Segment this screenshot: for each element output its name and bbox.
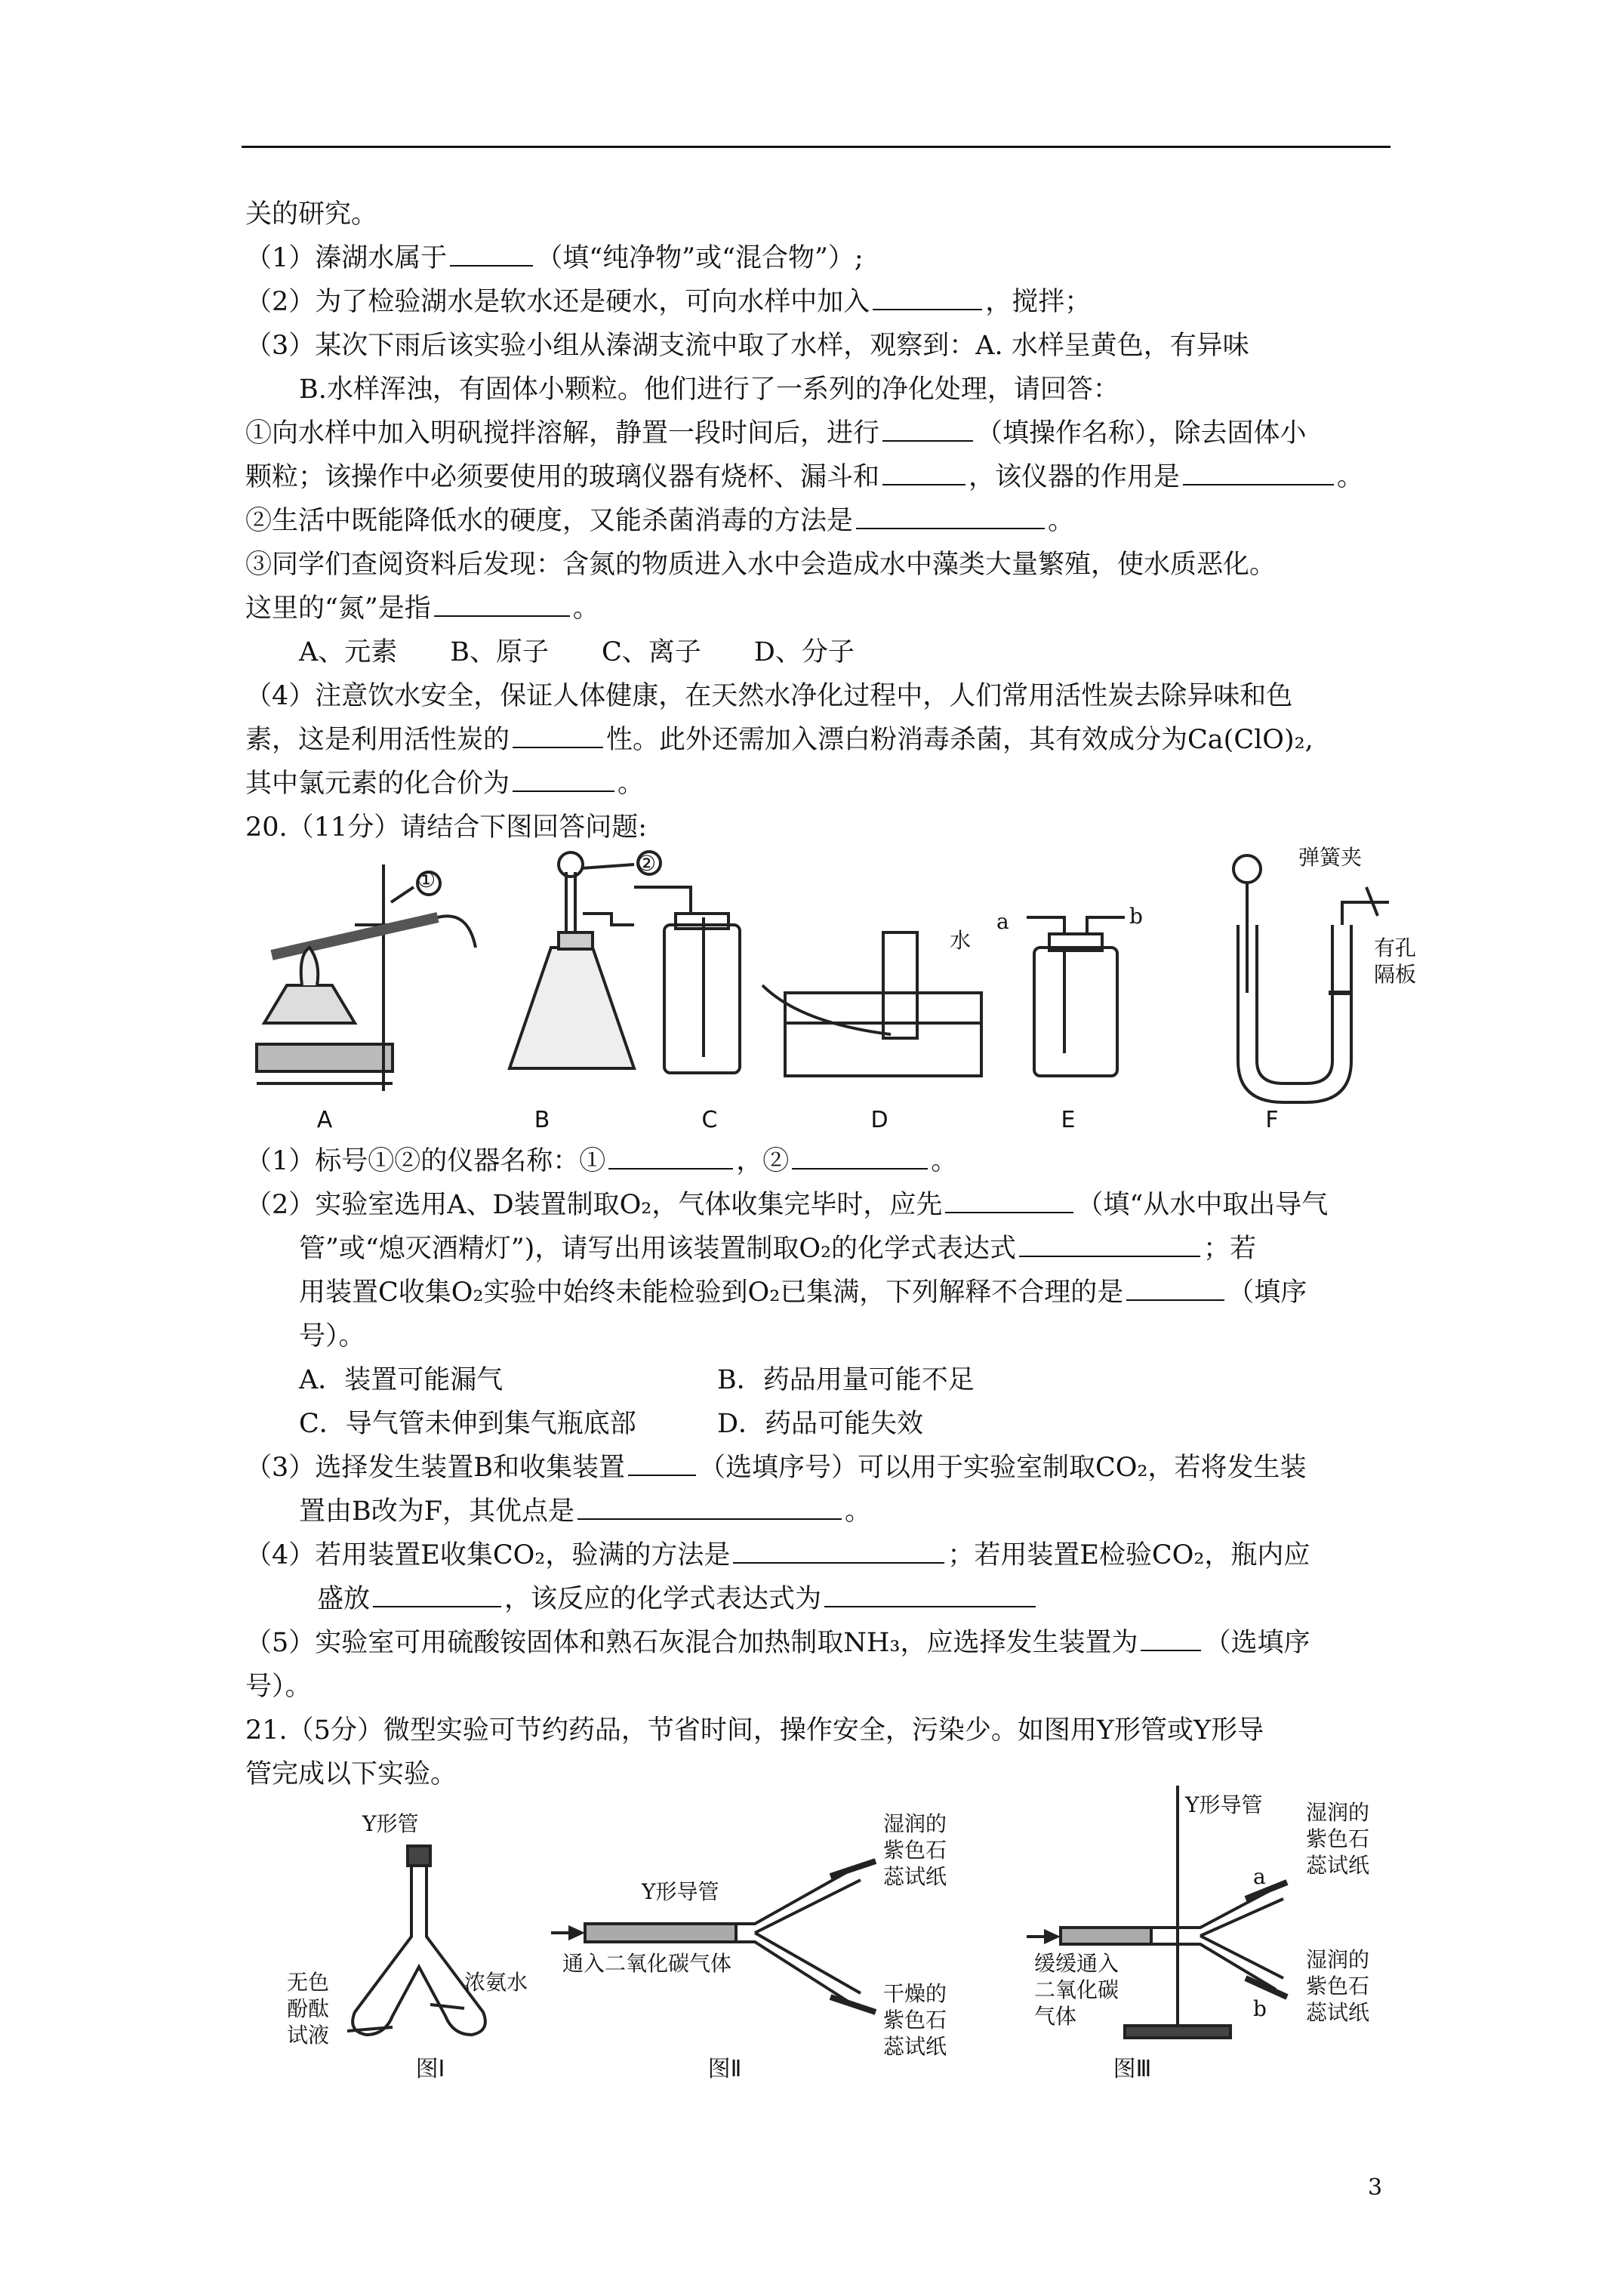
fig3-title: Y形导管 bbox=[1185, 1792, 1263, 1817]
question-20-5: （5）实验室可用硫酸铵固体和熟石灰混合加热制取NH₃，应选择发生装置为 （选填序 bbox=[245, 1628, 1310, 1658]
text-line: B.水样浑浊，有固体小颗粒。他们进行了一系列的净化处理，请回答： bbox=[299, 374, 1119, 405]
figure-caption-3: 图Ⅲ bbox=[1113, 2056, 1152, 2082]
text-line: 其中氯元素的化合价为 。 bbox=[245, 769, 645, 799]
fig3-wet-2: 紫色石 bbox=[1306, 1826, 1370, 1851]
fig2-title: Y形导管 bbox=[642, 1879, 719, 1904]
answer-blank[interactable] bbox=[1126, 1277, 1224, 1301]
text-line: 号）。 bbox=[245, 1672, 312, 1702]
caption-d: D bbox=[870, 1107, 888, 1133]
ammonia-label: 浓氨水 bbox=[464, 1970, 528, 1995]
question-19-3: （3）某次下雨后该实验小组从溱湖支流中取了水样，观察到：A. 水样呈黄色，有异味 bbox=[245, 331, 1249, 361]
caption-e: E bbox=[1061, 1107, 1076, 1133]
question-20-title: 20.（11分）请结合下图回答问题: bbox=[245, 812, 647, 843]
phenol-label-2: 酚酞 bbox=[287, 1996, 330, 2021]
text-line: ①向水样中加入明矾搅拌溶解，静置一段时间后，进行 （填操作名称），除去固体小 bbox=[245, 418, 1307, 448]
text-line: 关的研究。 bbox=[245, 199, 378, 230]
header-rule bbox=[242, 146, 1390, 148]
answer-blank[interactable] bbox=[628, 1452, 696, 1476]
answer-blank[interactable] bbox=[856, 505, 1045, 529]
answer-blank[interactable] bbox=[608, 1145, 733, 1170]
answer-blank[interactable] bbox=[945, 1189, 1073, 1213]
answer-blank[interactable] bbox=[450, 242, 533, 267]
label-water: 水 bbox=[950, 928, 972, 953]
fig2-wet-1: 湿润的 bbox=[883, 1811, 947, 1836]
text-line: 素，这是利用活性炭的 性。此外还需加入漂白粉消毒杀菌，其有效成分为Ca(ClO)₂, bbox=[245, 725, 1313, 755]
stand-base bbox=[257, 1044, 393, 1071]
fig3-label-b: b bbox=[1253, 1996, 1267, 2021]
answer-blank[interactable] bbox=[513, 768, 614, 792]
caption-c: C bbox=[701, 1107, 718, 1133]
answer-blank[interactable] bbox=[577, 1496, 842, 1520]
answer-blank[interactable] bbox=[882, 418, 973, 442]
label-b: b bbox=[1129, 904, 1143, 929]
fig3-inlet-1: 缓缓通入 bbox=[1034, 1951, 1119, 1976]
caption-a: A bbox=[316, 1107, 333, 1133]
text-line: 用装置C收集O₂实验中始终未能检验到O₂已集满，下列解释不合理的是 （填序 bbox=[299, 1277, 1307, 1308]
fig2-wet-3: 蕊试纸 bbox=[883, 1864, 947, 1889]
text-line: 管完成以下实验。 bbox=[245, 1759, 457, 1789]
fig3-wetb-1: 湿润的 bbox=[1306, 1947, 1370, 1972]
choice-a: A．装置可能漏气 bbox=[299, 1365, 504, 1395]
text-line: 盛放 ，该反应的化学式表达式为 bbox=[317, 1583, 1039, 1616]
fig3-wetb-2: 紫色石 bbox=[1306, 1974, 1370, 1999]
answer-blank[interactable] bbox=[873, 286, 982, 310]
fig2-wet-2: 紫色石 bbox=[883, 1838, 947, 1863]
label-1: ① bbox=[417, 868, 436, 892]
fig3-wet-3: 蕊试纸 bbox=[1306, 1853, 1370, 1878]
answer-blank[interactable] bbox=[1019, 1233, 1200, 1257]
caption-f: F bbox=[1265, 1107, 1279, 1133]
fig3-wetb-3: 蕊试纸 bbox=[1306, 2000, 1370, 2025]
question-19-1: （1）溱湖水属于 （填“纯净物”或“混合物”）; bbox=[245, 243, 864, 273]
label-a: a bbox=[996, 909, 1009, 934]
question-20-3: （3）选择发生装置B和收集装置 （选填序号）可以用于实验室制取CO₂，若将发生装 bbox=[245, 1453, 1307, 1483]
answer-blank[interactable] bbox=[882, 461, 965, 485]
y-tube-figure bbox=[272, 1786, 1389, 2088]
answer-blank[interactable] bbox=[1141, 1627, 1201, 1651]
choice-c: C．导气管未伸到集气瓶底部 bbox=[299, 1409, 636, 1439]
fig2-inlet-label: 通入二氧化碳气体 bbox=[562, 1951, 732, 1976]
label-2: ② bbox=[637, 851, 657, 876]
question-21-title: 21.（5分）微型实验可节约药品，节省时间，操作安全，污染少。如图用Y形管或Y形导 bbox=[245, 1715, 1264, 1746]
figure-caption-1: 图Ⅰ bbox=[415, 2056, 445, 2082]
label-clip: 弹簧夹 bbox=[1298, 845, 1363, 870]
text-line: 这里的“氮”是指 。 bbox=[245, 593, 599, 624]
fig1-title: Y形管 bbox=[362, 1811, 419, 1836]
fig2-dry-3: 蕊试纸 bbox=[883, 2034, 947, 2059]
fig3-inlet-3: 气体 bbox=[1034, 2004, 1077, 2029]
label-plate-2: 隔板 bbox=[1374, 962, 1417, 987]
choice-line: A、元素 B、原子 C、离子 D、分子 bbox=[299, 637, 855, 667]
question-20-1: （1）标号①②的仪器名称：① ，② 。 bbox=[245, 1146, 958, 1176]
phenol-label-1: 无色 bbox=[287, 1970, 330, 1995]
apparatus-figure bbox=[242, 842, 1419, 1136]
answer-blank[interactable] bbox=[513, 724, 603, 748]
caption-b: B bbox=[534, 1107, 550, 1133]
text-line: 管”或“熄灭酒精灯”)，请写出用该装置制取O₂的化学式表达式 ；若 bbox=[299, 1234, 1257, 1264]
text-line: 号）。 bbox=[299, 1321, 365, 1351]
text-line: ③同学们查阅资料后发现：含氮的物质进入水中会造成水中藻类大量繁殖，使水质恶化。 bbox=[245, 550, 1277, 580]
fig2-dry-1: 干燥的 bbox=[883, 1981, 947, 2006]
page-number: 3 bbox=[1368, 2174, 1383, 2201]
figure-caption-2: 图Ⅱ bbox=[707, 2056, 742, 2082]
choice-d: D．药品可能失效 bbox=[717, 1409, 924, 1439]
fig3-wet-1: 湿润的 bbox=[1306, 1800, 1370, 1825]
fig3-inlet-2: 二氧化碳 bbox=[1034, 1977, 1119, 2002]
answer-blank[interactable] bbox=[824, 1583, 1036, 1607]
choice-b: B．药品用量可能不足 bbox=[717, 1365, 975, 1395]
text-line: ②生活中既能降低水的硬度，又能杀菌消毒的方法是 。 bbox=[245, 506, 1075, 536]
answer-blank[interactable] bbox=[434, 593, 570, 617]
question-20-4: （4）若用装置E收集CO₂，验满的方法是 ；若用装置E检验CO₂，瓶内应 bbox=[245, 1540, 1310, 1570]
text-line: 置由B改为F，其优点是 。 bbox=[299, 1496, 872, 1527]
answer-blank[interactable] bbox=[373, 1583, 501, 1607]
fig2-dry-2: 紫色石 bbox=[883, 2008, 947, 2032]
answer-blank[interactable] bbox=[1183, 461, 1334, 485]
question-19-4: （4）注意饮水安全，保证人体健康，在天然水净化过程中，人们常用活性炭去除异味和色 bbox=[245, 681, 1293, 711]
label-plate-1: 有孔 bbox=[1374, 935, 1417, 960]
question-20-2: （2）实验室选用A、D装置制取O₂，气体收集完毕时，应先 （填“从水中取出导气 bbox=[245, 1190, 1329, 1220]
text-line: 颗粒；该操作中必须要使用的玻璃仪器有烧杯、漏斗和 ，该仪器的作用是 。 bbox=[245, 462, 1364, 492]
fig3-label-a: a bbox=[1253, 1864, 1266, 1889]
answer-blank[interactable] bbox=[792, 1145, 928, 1170]
answer-blank[interactable] bbox=[733, 1539, 944, 1564]
question-19-2: （2）为了检验湖水是软水还是硬水，可向水样中加入 ，搅拌； bbox=[245, 287, 1092, 317]
phenol-label-3: 试液 bbox=[287, 2023, 330, 2048]
